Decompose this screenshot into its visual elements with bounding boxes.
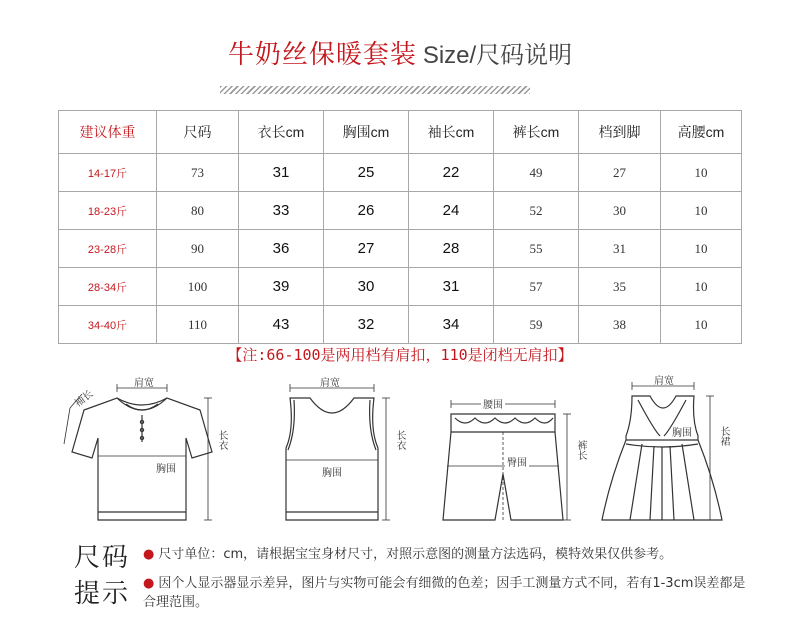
size-note: 【注:66-100是两用档有肩扣，110是闭档无肩扣】 xyxy=(227,346,573,364)
red-dot-icon: ● xyxy=(143,576,155,591)
cell-waist: 10 xyxy=(661,230,742,268)
header-sleeve: 袖长cm xyxy=(409,111,494,154)
header-weight: 建议体重 xyxy=(59,111,157,154)
cell-size: 90 xyxy=(157,230,239,268)
table-header-row xyxy=(59,111,742,154)
cell-waist: 10 xyxy=(661,268,742,306)
red-dot-icon: ● xyxy=(143,547,155,562)
cell-crotch: 30 xyxy=(579,192,661,230)
tips-heading-line2: 提示 xyxy=(74,579,131,609)
cell-pants: 52 xyxy=(494,192,579,230)
cell-chest: 30 xyxy=(324,268,409,306)
cell-size: 73 xyxy=(157,154,239,192)
dress-diagram xyxy=(598,370,768,535)
cell-sleeve: 24 xyxy=(409,192,494,230)
cell-weight: 28-34斤 xyxy=(59,268,157,306)
cell-sleeve: 34 xyxy=(409,306,494,344)
cell-pants: 59 xyxy=(494,306,579,344)
cell-weight: 18-23斤 xyxy=(59,192,157,230)
decorative-hatch-divider xyxy=(220,86,530,94)
header-pants: 裤长cm xyxy=(494,111,579,154)
cell-size: 100 xyxy=(157,268,239,306)
cell-length: 33 xyxy=(239,192,324,230)
cell-sleeve: 28 xyxy=(409,230,494,268)
cell-chest: 32 xyxy=(324,306,409,344)
cell-length: 39 xyxy=(239,268,324,306)
cell-crotch: 38 xyxy=(579,306,661,344)
cell-pants: 49 xyxy=(494,154,579,192)
header-waist: 高腰cm xyxy=(661,111,742,154)
tip-text: 尺寸单位：cm，请根据宝宝身材尺寸，对照示意图的测量方法选码，模特效果仅供参考。 xyxy=(158,547,673,562)
tips-heading-line1: 尺码 xyxy=(74,543,131,573)
label-sleeve: 袖长 xyxy=(72,388,96,410)
cell-chest: 27 xyxy=(324,230,409,268)
cell-size: 110 xyxy=(157,306,239,344)
cell-crotch: 35 xyxy=(579,268,661,306)
header-crotch: 档到脚 xyxy=(579,111,661,154)
header-length: 衣长cm xyxy=(239,111,324,154)
label-shoulder: 肩宽 xyxy=(134,378,154,389)
label-chest: 胸围 xyxy=(322,468,342,479)
label-chest: 胸围 xyxy=(156,464,176,475)
cell-chest: 25 xyxy=(324,154,409,192)
header-chest: 胸围cm xyxy=(324,111,409,154)
cell-weight: 14-17斤 xyxy=(59,154,157,192)
cell-sleeve: 31 xyxy=(409,268,494,306)
table-row xyxy=(59,154,742,192)
table-row xyxy=(59,306,742,344)
page-title xyxy=(0,34,800,74)
table-row xyxy=(59,192,742,230)
label-length: 长衣 xyxy=(216,430,227,450)
table-row xyxy=(59,230,742,268)
label-shoulder: 肩宽 xyxy=(654,376,674,387)
tshirt-diagram xyxy=(62,370,232,535)
cell-crotch: 31 xyxy=(579,230,661,268)
dress-illustration xyxy=(598,370,768,535)
cell-length: 31 xyxy=(239,154,324,192)
header-size: 尺码 xyxy=(157,111,239,154)
cell-length: 36 xyxy=(239,230,324,268)
shorts-illustration xyxy=(425,370,595,535)
vest-illustration xyxy=(252,370,422,535)
cell-crotch: 27 xyxy=(579,154,661,192)
cell-waist: 10 xyxy=(661,306,742,344)
label-waist: 腰围 xyxy=(481,396,505,411)
tip-text: 因个人显示器显示差异，图片与实物可能会有细微的色差；因手工测量方式不同，若有1-3cm误差都是合理范围。 xyxy=(143,576,746,610)
cell-weight: 23-28斤 xyxy=(59,230,157,268)
tips-heading xyxy=(74,540,130,612)
cell-pants: 57 xyxy=(494,268,579,306)
size-table xyxy=(58,110,742,344)
title-cn: 牛奶丝保暖套装 xyxy=(227,40,417,70)
cell-pants: 55 xyxy=(494,230,579,268)
title-en: Size/尺码说明 xyxy=(422,42,573,69)
cell-weight: 34-40斤 xyxy=(59,306,157,344)
tip-item xyxy=(143,545,753,564)
cell-waist: 10 xyxy=(661,154,742,192)
cell-chest: 26 xyxy=(324,192,409,230)
table-row xyxy=(59,268,742,306)
cell-size: 80 xyxy=(157,192,239,230)
shorts-diagram xyxy=(425,370,595,535)
cell-sleeve: 22 xyxy=(409,154,494,192)
label-length: 裤长 xyxy=(575,440,586,460)
cell-length: 43 xyxy=(239,306,324,344)
label-shoulder: 肩宽 xyxy=(320,378,340,389)
tip-item xyxy=(143,574,753,612)
label-chest: 胸围 xyxy=(672,428,692,439)
cell-waist: 10 xyxy=(661,192,742,230)
label-length: 长衣 xyxy=(394,430,405,450)
label-hip: 臀围 xyxy=(505,454,529,469)
label-length: 长裙 xyxy=(718,426,729,446)
vest-diagram xyxy=(252,370,422,535)
